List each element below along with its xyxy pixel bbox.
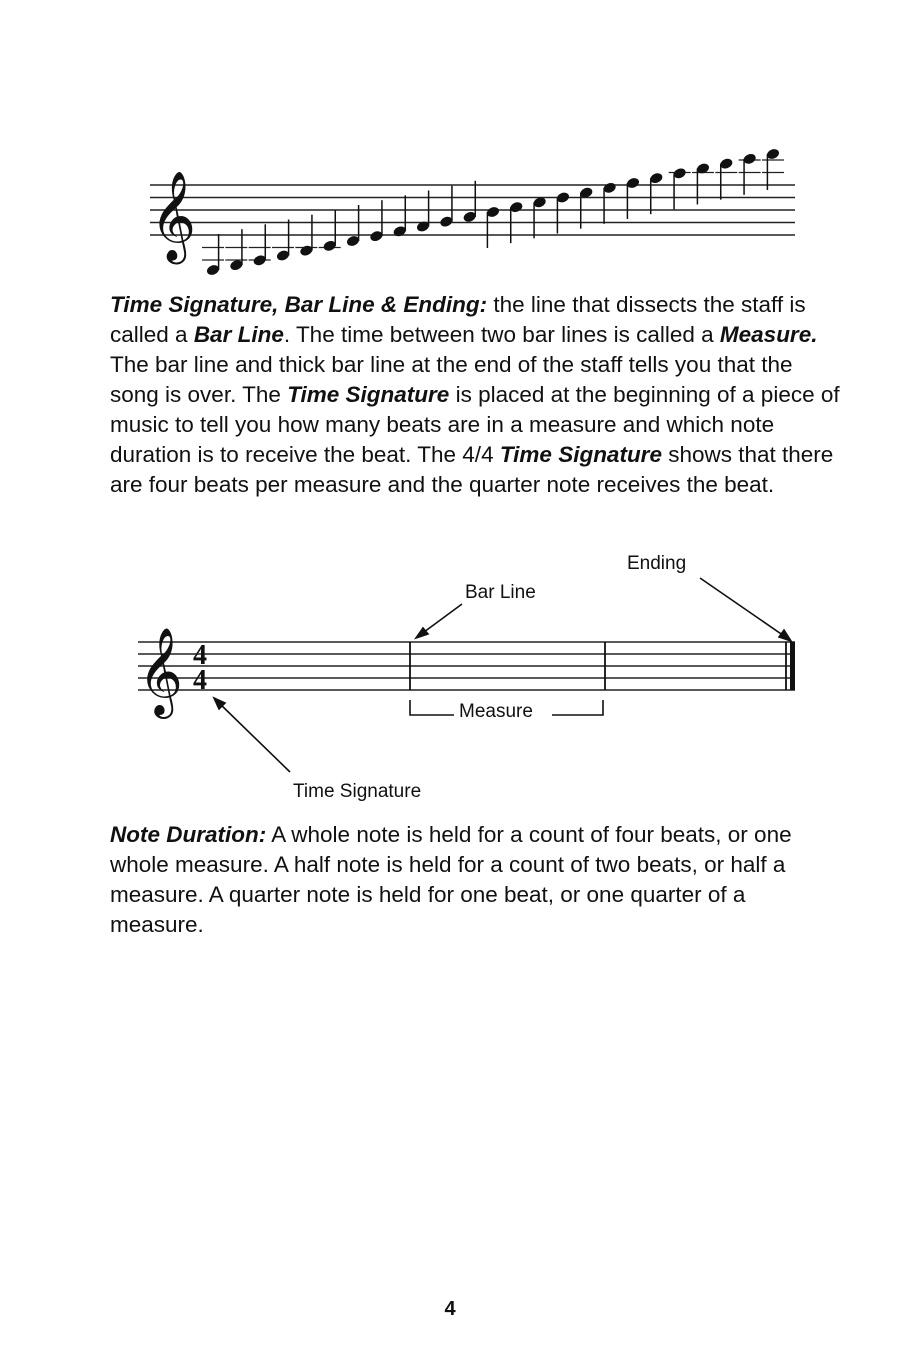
term-time-signature-bar-line-ending: Time Signature, Bar Line & Ending: [110, 292, 488, 317]
ending-thick-line [790, 642, 795, 690]
bar-line-arrow [416, 604, 462, 638]
term-note-duration: Note Duration: [110, 822, 267, 847]
text-span: The bar line and thick bar line at the end of the staff tells you that the song is over. The [110, 352, 793, 407]
text-span: shows that there are four beats per measure and the quarter note receives the beat. [110, 442, 834, 497]
treble-clef-icon: 𝄞 [138, 626, 183, 715]
ending-label: Ending [627, 553, 687, 574]
term-bar-line: Bar Line [193, 322, 284, 347]
text-span: the line that dissects the staff is called a [110, 292, 806, 347]
bar-line-label: Bar Line [465, 582, 536, 603]
page-number: 4 [444, 1298, 456, 1320]
diagram-staff-lines [138, 642, 795, 690]
term-time-signature: Time Signature [499, 442, 662, 467]
term-measure: Measure. [719, 322, 818, 347]
time-signature-arrow [214, 698, 290, 772]
text-span: is placed at the beginning of a piece of music to tell you how many beats are in a measure and which note duration is to receive the beat. The 4/4 [110, 382, 840, 467]
time-signature-bottom: 4 [193, 665, 207, 696]
measure-label: Measure [459, 701, 533, 722]
text-span: A whole note is held for a count of four beats, or one whole measure. A half note is held for a count of two beats, or half a measure. A quarter note is held for one beat, or one quarter of a measure. [110, 822, 792, 937]
treble-clef-icon: 𝄞 [150, 171, 197, 261]
note-duration-paragraph [110, 820, 840, 940]
time-signature-label: Time Signature [293, 781, 422, 802]
text-span: . The time between two bar lines is called a [283, 322, 720, 347]
ending-arrow [700, 578, 791, 641]
term-time-signature: Time Signature [287, 382, 450, 407]
time-signature-top: 4 [193, 640, 207, 671]
